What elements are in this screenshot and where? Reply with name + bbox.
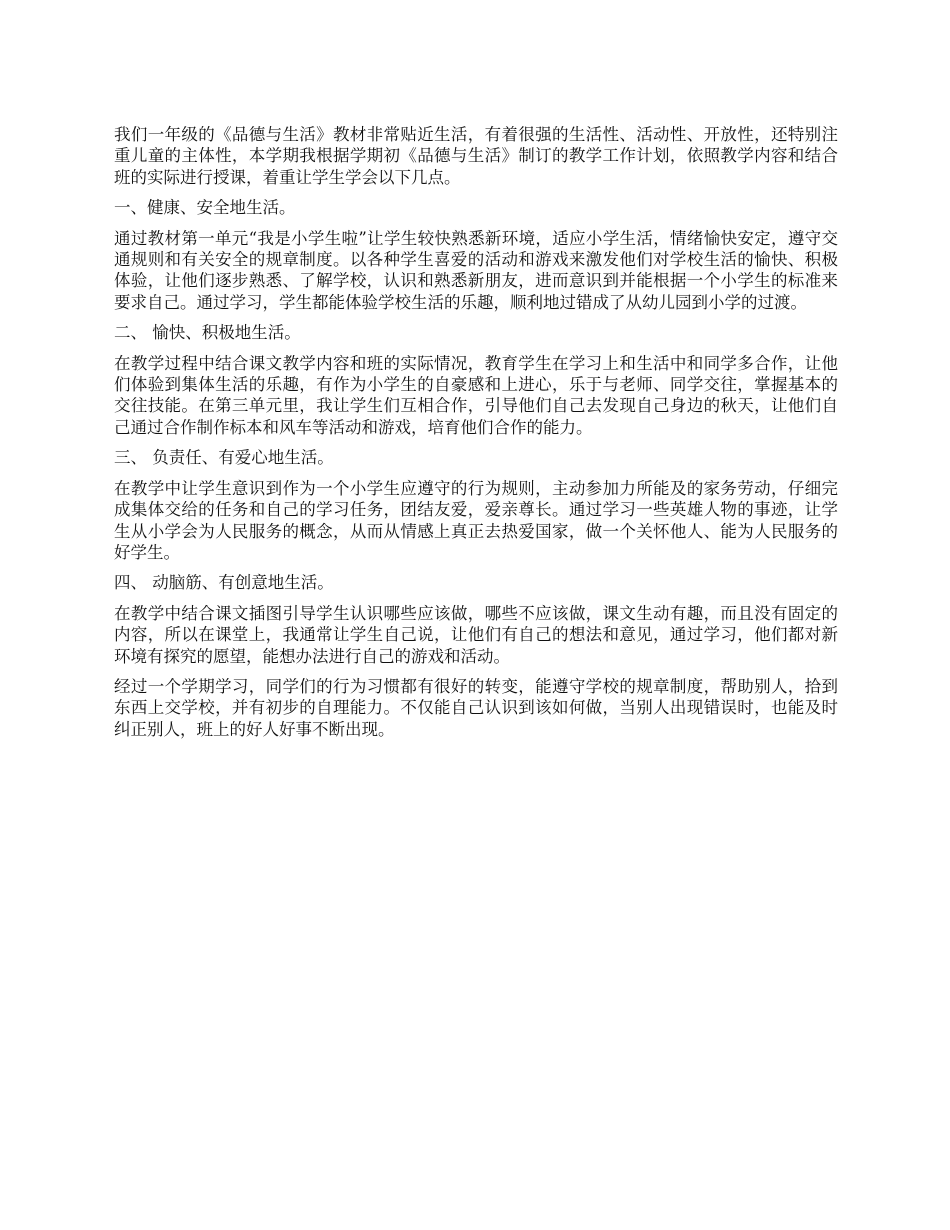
section-body-2: 在教学过程中结合课文教学内容和班的实际情况，教育学生在学习上和生活中和同学多合作，让他们体验到集体生活的乐趣，有作为小学生的自豪感和上进心，乐于与老师、同学交往，掌握基本的交往技能。在第三单元里，我让学生们互相合作，引导他们自己去发现自己身边的秋天，让他们自己通过合作制作标本和风车等活动和游戏，培育他们合作的能力。 [114,353,838,437]
section-body-3: 在教学中让学生意识到作为一个小学生应遵守的行为规则，主动参加力所能及的家务劳动，仔细完成集体交给的任务和自己的学习任务，团结友爱，爱亲尊长。通过学习一些英雄人物的事迹，让学生从小学会为人民服务的概念，从而从情感上真正去热爱国家，做一个关怀他人、能为人民服务的好学生。 [114,478,838,562]
section-body-4: 在教学中结合课文插图引导学生认识哪些应该做，哪些不应该做，课文生动有趣，而且没有固定的内容，所以在课堂上，我通常让学生自己说，让他们有自己的想法和意见，通过学习，他们都对新环境有探究的愿望，能想办法进行自己的游戏和活动。 [114,603,838,666]
document-page [114,124,838,749]
section-heading-2: 二、 愉快、积极地生活。 [114,323,301,343]
intro-paragraph: 我们一年级的《品德与生活》教材非常贴近生活，有着很强的生活性、活动性、开放性，还特别注重儿童的主体性，本学期我根据学期初《品德与生活》制订的教学工作计划，依照教学内容和结合班的实际进行授课，着重让学生学会以下几点。 [114,125,838,187]
conclusion-paragraph: 经过一个学期学习，同学们的行为习惯都有很好的转变，能遵守学校的规章制度，帮助别人，拾到东西上交学校，并有初步的自理能力。不仅能自己认识到该如何做，当别人出现错误时，也能及时纠正别人，班上的好人好事不断出现。 [114,676,838,739]
section-heading-3: 三、 负责任、有爱心地生活。 [114,448,334,468]
section-body-1: 通过教材第一单元“我是小学生啦”让学生较快熟悉新环境，适应小学生活，情绪愉快安定，遵守交通规则和有关安全的规章制度。以各种学生喜爱的活动和游戏来激发他们对学校生活的愉快、积极体验，让他们逐步熟悉、了解学校，认识和熟悉新朋友，进而意识到并能根据一个小学生的标准来要求自己。通过学习，学生都能体验学校生活的乐趣，顺利地过错成了从幼儿园到小学的过渡。 [114,228,838,312]
section-heading-1: 一、健康、安全地生活。 [114,198,296,218]
section-heading-4: 四、 动脑筋、有创意地生活。 [114,573,334,593]
